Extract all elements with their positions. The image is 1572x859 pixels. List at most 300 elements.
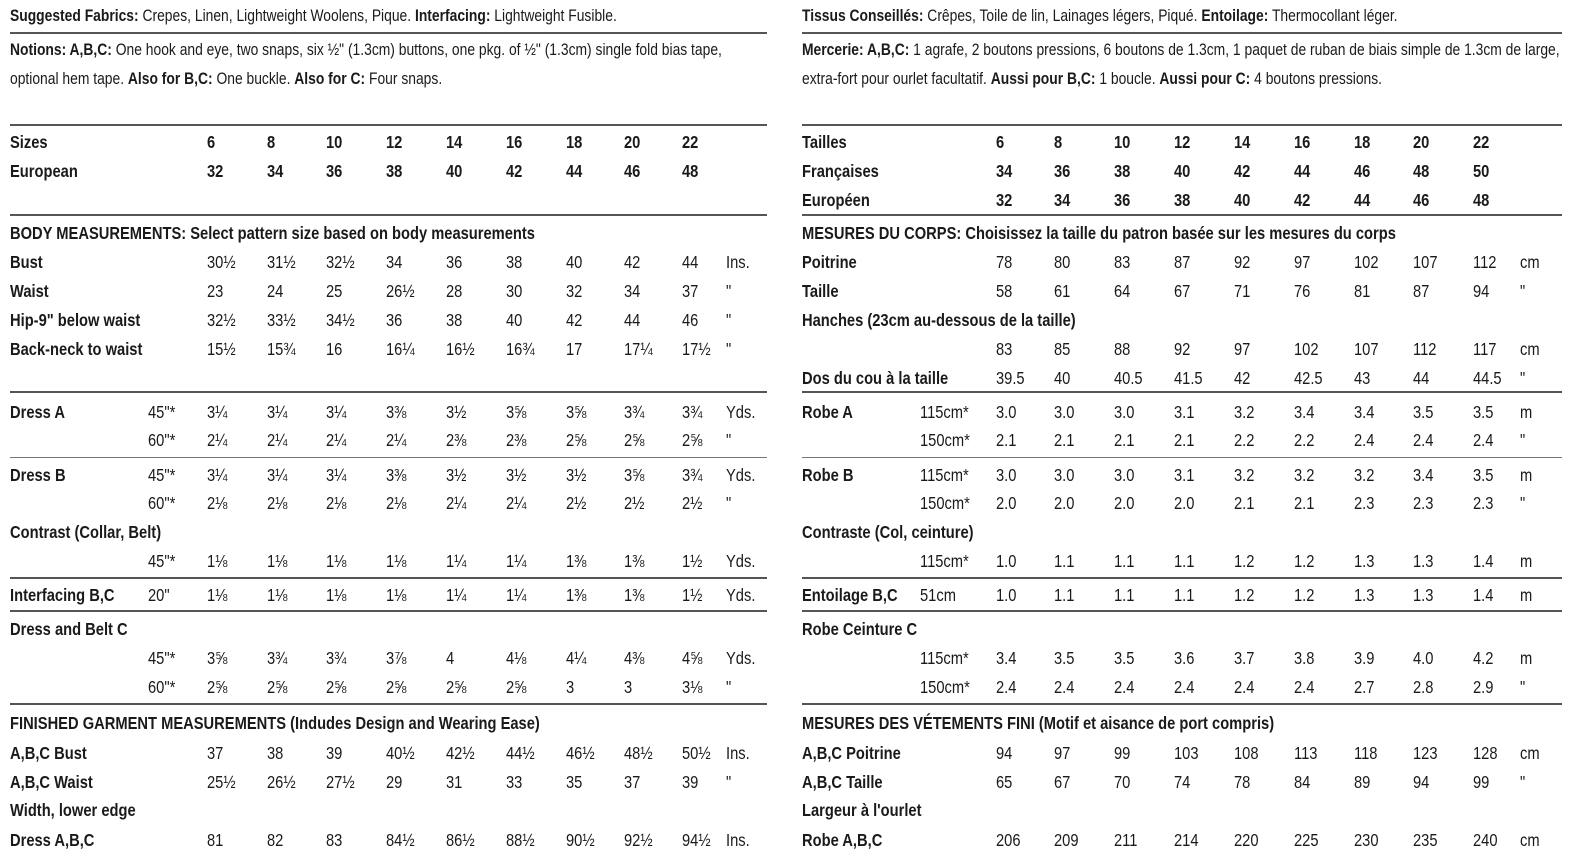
table-cell: 3.5 (1473, 465, 1494, 485)
unit-label: Ins. (726, 743, 750, 763)
table-cell: 37 (682, 281, 699, 301)
table-cell: 27½ (326, 772, 355, 792)
row-label-contrast-collar-belt: Contrast (Collar, Belt) (10, 522, 162, 542)
fabric-width-label: 150cm* (920, 430, 970, 450)
table-cell: 3 (566, 677, 575, 697)
table-row (10, 518, 767, 547)
table-cell: 2¼ (506, 493, 527, 513)
table-cell: 2⅝ (446, 677, 467, 697)
table-cell: 2.9 (1473, 677, 1494, 697)
row-label-bust: Bust (10, 252, 43, 272)
table-cell: 38 (1114, 161, 1131, 181)
table-cell: 102 (1354, 252, 1379, 272)
table-cell: 2.0 (1114, 493, 1135, 513)
table-cell: 2.3 (1413, 493, 1434, 513)
also-bc-label-fr: Aussi pour B,C: (990, 70, 1096, 88)
table-cell: 44 (1413, 368, 1430, 388)
table-cell: 1⅛ (207, 585, 228, 605)
table-cell: 2.2 (1234, 430, 1255, 450)
section-heading-row (802, 219, 1562, 248)
row-label-dress-a: Dress A (10, 402, 66, 422)
table-cell: 3.4 (1294, 402, 1315, 422)
table-cell: 44 (566, 161, 583, 181)
notions-text-fr: 1 agrafe, 2 boutons pressions, 6 boutons de 1.3cm, 1 paquet de ruban de biais simple de 1.3cm de large, extra-fort pour ourlet facultatif. (802, 41, 1560, 88)
unit-label: Yds. (726, 402, 756, 422)
also-bc-text-fr: 1 boucle. (1095, 70, 1160, 88)
unit-label: Yds. (726, 465, 756, 485)
table-cell: 16 (1294, 132, 1311, 152)
table-cell: 94½ (682, 830, 711, 850)
table-cell: 46 (682, 310, 699, 330)
table-cell: 37 (624, 772, 641, 792)
table-cell: 16 (506, 132, 523, 152)
fabric-width-label: 115cm* (920, 402, 969, 422)
table-cell: 3 (624, 677, 633, 697)
table-cell: 3¼ (207, 465, 228, 485)
table-cell: 97 (1054, 743, 1071, 763)
table-cell: 25 (326, 281, 343, 301)
unit-label: cm (1520, 252, 1540, 272)
table-cell: 2⅝ (207, 677, 228, 697)
table-cell: 2⅜ (446, 430, 467, 450)
table-cell: 1¼ (446, 551, 467, 571)
table-row (10, 335, 767, 364)
table-cell: 48 (1413, 161, 1430, 181)
table-row (802, 644, 1562, 673)
unit-label: Yds. (726, 551, 756, 571)
table-cell: 3.5 (1054, 648, 1075, 668)
table-cell: 40 (1234, 190, 1251, 210)
unit-label: m (1520, 551, 1533, 571)
table-cell: 2.4 (1054, 677, 1075, 697)
row-label-contraste-col-ceinture: Contraste (Col, ceinture) (802, 522, 974, 542)
row-label-dress-b: Dress B (10, 465, 66, 485)
table-cell: 84 (1294, 772, 1311, 792)
table-cell: 112 (1473, 252, 1497, 272)
table-cell: 74 (1174, 772, 1191, 792)
fabric-width-label: 20" (148, 585, 170, 605)
table-cell: 36 (326, 161, 343, 181)
table-cell: 81 (207, 830, 224, 850)
table-cell: 2.4 (1114, 677, 1135, 697)
table-cell: 1.2 (1234, 585, 1255, 605)
row-label-interfacing-b-c: Interfacing B,C (10, 585, 115, 605)
table-cell: 1.3 (1354, 585, 1375, 605)
table-cell: 3.0 (1114, 465, 1135, 485)
also-c-text-fr: 4 boutons pressions. (1250, 70, 1383, 88)
table-cell: 34½ (326, 310, 355, 330)
table-cell: 43 (1354, 368, 1371, 388)
table-cell: 2⅛ (267, 493, 288, 513)
table-cell: 23 (207, 281, 224, 301)
table-cell: 46 (1413, 190, 1430, 210)
table-cell: 3¼ (267, 402, 288, 422)
unit-label: m (1520, 402, 1533, 422)
table-row (802, 398, 1562, 427)
table-cell: 1.1 (1114, 585, 1135, 605)
row-label-robe-b: Robe B (802, 465, 854, 485)
table-cell: 1.1 (1054, 585, 1075, 605)
table-cell: 36 (1114, 190, 1131, 210)
table-cell: 17¼ (624, 339, 653, 359)
table-cell: 1⅛ (386, 551, 407, 571)
unit-label: " (726, 677, 732, 697)
row-label-robe-ceinture-c: Robe Ceinture C (802, 619, 918, 639)
also-c-label-fr: Aussi pour C: (1159, 70, 1251, 88)
table-cell: 235 (1413, 830, 1438, 850)
table-cell: 46½ (566, 743, 595, 763)
table-cell: 65 (996, 772, 1013, 792)
table-cell: 3½ (446, 402, 467, 422)
table-row (10, 581, 767, 610)
table-cell: 2½ (624, 493, 645, 513)
table-cell: 1⅛ (207, 551, 228, 571)
row-label-sizes: Sizes (10, 132, 48, 152)
table-cell: 88 (1114, 339, 1131, 359)
table-cell: 3¾ (682, 465, 703, 485)
table-cell: 3¼ (207, 402, 228, 422)
section-heading-row (802, 709, 1562, 738)
notions-label: Notions: A,B,C: (10, 41, 112, 59)
table-cell: 3.4 (1413, 465, 1434, 485)
row-label-robe-a-b-c: Robe A,B,C (802, 830, 883, 850)
fabric-width-label: 115cm* (920, 551, 969, 571)
unit-label: m (1520, 465, 1533, 485)
table-cell: 2.4 (1294, 677, 1315, 697)
divider (10, 610, 767, 612)
table-cell: 3¾ (267, 648, 288, 668)
unit-label: Yds. (726, 648, 756, 668)
table-cell: 97 (1294, 252, 1311, 272)
table-cell: 211 (1114, 830, 1138, 850)
table-cell: 18 (566, 132, 583, 152)
table-cell: 40 (506, 310, 523, 330)
table-cell: 87 (1413, 281, 1430, 301)
table-row (10, 398, 767, 427)
table-cell: 1.3 (1413, 585, 1434, 605)
table-cell: 2.0 (1054, 493, 1075, 513)
table-cell: 1.4 (1473, 551, 1494, 571)
table-cell: 2.4 (1413, 430, 1434, 450)
fabrics-line (10, 2, 767, 31)
table-row (802, 426, 1562, 455)
table-cell: 3¾ (624, 402, 645, 422)
table-cell: 2.4 (1473, 430, 1494, 450)
table-cell: 117 (1473, 339, 1497, 359)
table-cell: 82 (267, 830, 284, 850)
table-cell: 78 (1234, 772, 1251, 792)
table-cell: 94 (996, 743, 1013, 763)
table-row (10, 157, 767, 186)
table-cell: 2.2 (1294, 430, 1315, 450)
table-cell: 1¼ (506, 585, 527, 605)
table-cell: 86½ (446, 830, 475, 850)
table-cell: 2.0 (1174, 493, 1195, 513)
table-cell: 107 (1354, 339, 1379, 359)
row-label-dress-a-b-c: Dress A,B,C (10, 830, 95, 850)
table-cell: 3½ (506, 465, 527, 485)
table-cell: 48 (682, 161, 699, 181)
table-cell: 32 (566, 281, 583, 301)
interfacing-text: Lightweight Fusible. (490, 7, 617, 25)
table-cell: 42 (1234, 161, 1251, 181)
fabric-width-label: 60"* (148, 493, 176, 513)
table-cell: 31½ (267, 252, 296, 272)
table-cell: 1⅜ (566, 551, 587, 571)
table-cell: 3.9 (1354, 648, 1375, 668)
interfacing-label-fr: Entoilage: (1201, 7, 1269, 25)
row-label-a-b-c-waist: A,B,C Waist (10, 772, 93, 792)
fabrics-label-fr: Tissus Conseillés: (802, 7, 924, 25)
table-cell: 38 (386, 161, 403, 181)
table-cell: 16¾ (506, 339, 535, 359)
row-label-fran-aises: Françaises (802, 161, 879, 181)
table-cell: 3⅝ (624, 465, 645, 485)
table-cell: 2⅝ (682, 430, 703, 450)
table-cell: 39.5 (996, 368, 1025, 388)
table-cell: 94 (1473, 281, 1490, 301)
table-cell: 4⅝ (682, 648, 703, 668)
table-cell: 94 (1413, 772, 1430, 792)
table-cell: 22 (1473, 132, 1490, 152)
table-cell: 3.1 (1174, 465, 1195, 485)
table-cell: 40 (1174, 161, 1191, 181)
table-row (802, 518, 1562, 547)
table-cell: 2⅝ (566, 430, 587, 450)
table-cell: 4.0 (1413, 648, 1434, 668)
table-cell: 3⅝ (207, 648, 228, 668)
table-cell: 4.2 (1473, 648, 1494, 668)
row-label-tailles: Tailles (802, 132, 847, 152)
table-cell: 2.1 (1294, 493, 1315, 513)
table-cell: 2.4 (996, 677, 1017, 697)
table-cell: 1.1 (1114, 551, 1135, 571)
table-cell: 18 (1354, 132, 1371, 152)
table-cell: 16 (326, 339, 343, 359)
table-cell: 1.0 (996, 585, 1017, 605)
table-cell: 42 (1294, 190, 1311, 210)
table-cell: 20 (1413, 132, 1430, 152)
table-cell: 15½ (207, 339, 236, 359)
table-cell: 3¾ (326, 648, 347, 668)
table-cell: 97 (1234, 339, 1251, 359)
table-cell: 26½ (267, 772, 296, 792)
table-cell: 3.1 (1174, 402, 1195, 422)
table-row (10, 489, 767, 518)
table-cell: 2⅝ (267, 677, 288, 697)
table-cell: 42½ (446, 743, 475, 763)
divider (10, 391, 767, 393)
table-cell: 30½ (207, 252, 236, 272)
interfacing-text-fr: Thermocollant léger. (1268, 7, 1398, 25)
divider (10, 124, 767, 126)
table-cell: 2.8 (1413, 677, 1434, 697)
row-label-a-b-c-taille: A,B,C Taille (802, 772, 883, 792)
french-column (802, 0, 1562, 859)
table-cell: 3.4 (1354, 402, 1375, 422)
table-cell: 2¼ (446, 493, 467, 513)
table-cell: 40 (1054, 368, 1071, 388)
table-cell: 64 (1114, 281, 1131, 301)
table-cell: 1¼ (446, 585, 467, 605)
table-cell: 2.3 (1354, 493, 1375, 513)
table-cell: 67 (1054, 772, 1071, 792)
table-cell: 61 (1054, 281, 1071, 301)
table-cell: 1.1 (1174, 551, 1195, 571)
table-cell: 2⅜ (506, 430, 527, 450)
row-label-entoilage-b-c: Entoilage B,C (802, 585, 898, 605)
table-cell: 3⅜ (386, 465, 407, 485)
table-cell: 1.0 (996, 551, 1017, 571)
table-cell: 3⅝ (566, 402, 587, 422)
row-label-back-neck-to-waist: Back-neck to waist (10, 339, 143, 359)
table-cell: 1.1 (1054, 551, 1075, 571)
table-row (802, 248, 1562, 277)
table-row (802, 128, 1562, 157)
table-row (802, 768, 1562, 797)
table-cell: 2⅝ (326, 677, 347, 697)
table-cell: 2.1 (1174, 430, 1195, 450)
table-cell: 2.4 (1174, 677, 1195, 697)
table-cell: 1¼ (506, 551, 527, 571)
table-cell: 2.1 (1054, 430, 1075, 450)
table-row (802, 461, 1562, 490)
fabric-width-label: 45"* (148, 648, 176, 668)
table-cell: 3.2 (1354, 465, 1375, 485)
table-row (802, 796, 1562, 825)
table-cell: 32 (207, 161, 224, 181)
table-cell: 44 (1354, 190, 1371, 210)
table-cell: 38 (446, 310, 463, 330)
table-cell: 3⅛ (682, 677, 703, 697)
table-cell: 1⅛ (326, 551, 347, 571)
unit-label: cm (1520, 830, 1540, 850)
table-cell: 34 (996, 161, 1013, 181)
table-cell: 67 (1174, 281, 1191, 301)
table-cell: 3⅞ (386, 648, 407, 668)
table-cell: 2.1 (996, 430, 1017, 450)
divider (802, 124, 1562, 126)
section-heading: FINISHED GARMENT MEASUREMENTS (Indudes Design and Wearing Ease) (10, 713, 540, 733)
divider (10, 32, 767, 34)
row-label-width-lower-edge: Width, lower edge (10, 800, 136, 820)
table-cell: 50 (1473, 161, 1490, 181)
unit-label: " (726, 339, 732, 359)
table-cell: 14 (1234, 132, 1251, 152)
table-cell: 92 (1174, 339, 1191, 359)
table-cell: 1.2 (1294, 551, 1315, 571)
table-cell: 3.2 (1234, 402, 1255, 422)
table-cell: 1½ (682, 551, 703, 571)
table-cell: 3.0 (1054, 465, 1075, 485)
table-row (802, 306, 1562, 335)
table-cell: 99 (1114, 743, 1131, 763)
table-cell: 1⅜ (624, 551, 645, 571)
table-cell: 108 (1234, 743, 1259, 763)
table-cell: 44½ (506, 743, 535, 763)
divider (802, 577, 1562, 579)
table-cell: 24 (267, 281, 284, 301)
table-cell: 32 (996, 190, 1013, 210)
table-cell: 107 (1413, 252, 1438, 272)
table-cell: 118 (1354, 743, 1378, 763)
table-row (10, 426, 767, 455)
unit-label: " (726, 310, 732, 330)
table-cell: 230 (1354, 830, 1379, 850)
table-cell: 39 (682, 772, 699, 792)
table-row (10, 673, 767, 702)
unit-label: " (726, 430, 732, 450)
table-cell: 34 (386, 252, 403, 272)
table-cell: 2.0 (996, 493, 1017, 513)
row-label-largeur-l-ourlet: Largeur à l'ourlet (802, 800, 922, 820)
table-cell: 3.5 (1114, 648, 1135, 668)
table-cell: 58 (996, 281, 1013, 301)
table-cell: 30 (506, 281, 523, 301)
table-cell: 1½ (682, 585, 703, 605)
table-cell: 3⅜ (386, 402, 407, 422)
table-cell: 2⅝ (624, 430, 645, 450)
table-row (10, 547, 767, 576)
unit-label: " (726, 493, 732, 513)
table-cell: 1.4 (1473, 585, 1494, 605)
unit-label: " (726, 772, 732, 792)
table-cell: 36 (446, 252, 463, 272)
section-heading: MESURES DES VÉTEMENTS FINI (Motif et aisance de port compris) (802, 713, 1275, 733)
table-cell: 1.2 (1234, 551, 1255, 571)
table-cell: 92 (1234, 252, 1251, 272)
unit-label: " (1520, 677, 1526, 697)
table-cell: 3.0 (996, 465, 1017, 485)
table-row (10, 796, 767, 825)
divider (10, 703, 767, 705)
table-cell: 2.4 (1354, 430, 1375, 450)
table-cell: 1⅛ (386, 585, 407, 605)
table-cell: 89 (1354, 772, 1371, 792)
table-cell: 2⅛ (326, 493, 347, 513)
table-cell: 1⅜ (624, 585, 645, 605)
table-cell: 12 (1174, 132, 1191, 152)
table-row (802, 547, 1562, 576)
section-heading: BODY MEASUREMENTS: Select pattern size based on body measurements (10, 223, 535, 243)
fabric-width-label: 51cm (920, 585, 956, 605)
section-heading: MESURES DU CORPS: Choisissez la taille du patron basée sur les mesures du corps (802, 223, 1396, 243)
divider (802, 703, 1562, 705)
table-cell: 42 (1234, 368, 1251, 388)
table-cell: 38 (1174, 190, 1191, 210)
table-cell: 1.2 (1294, 585, 1315, 605)
table-cell: 2⅝ (506, 677, 527, 697)
table-cell: 44 (1294, 161, 1311, 181)
table-cell: 113 (1294, 743, 1318, 763)
table-cell: 92½ (624, 830, 653, 850)
unit-label: " (1520, 493, 1526, 513)
table-cell: 40.5 (1114, 368, 1143, 388)
unit-label: m (1520, 585, 1533, 605)
unit-label: m (1520, 648, 1533, 668)
table-cell: 76 (1294, 281, 1311, 301)
table-row (10, 248, 767, 277)
table-cell: 10 (326, 132, 343, 152)
table-cell: 4 (446, 648, 455, 668)
table-cell: 123 (1413, 743, 1438, 763)
fabric-width-label: 60"* (148, 677, 176, 697)
english-column (10, 0, 767, 859)
table-cell: 16¼ (386, 339, 415, 359)
row-label-dos-du-cou-la-taille: Dos du cou à la taille (802, 368, 949, 388)
table-row (10, 306, 767, 335)
table-cell: 40 (446, 161, 463, 181)
